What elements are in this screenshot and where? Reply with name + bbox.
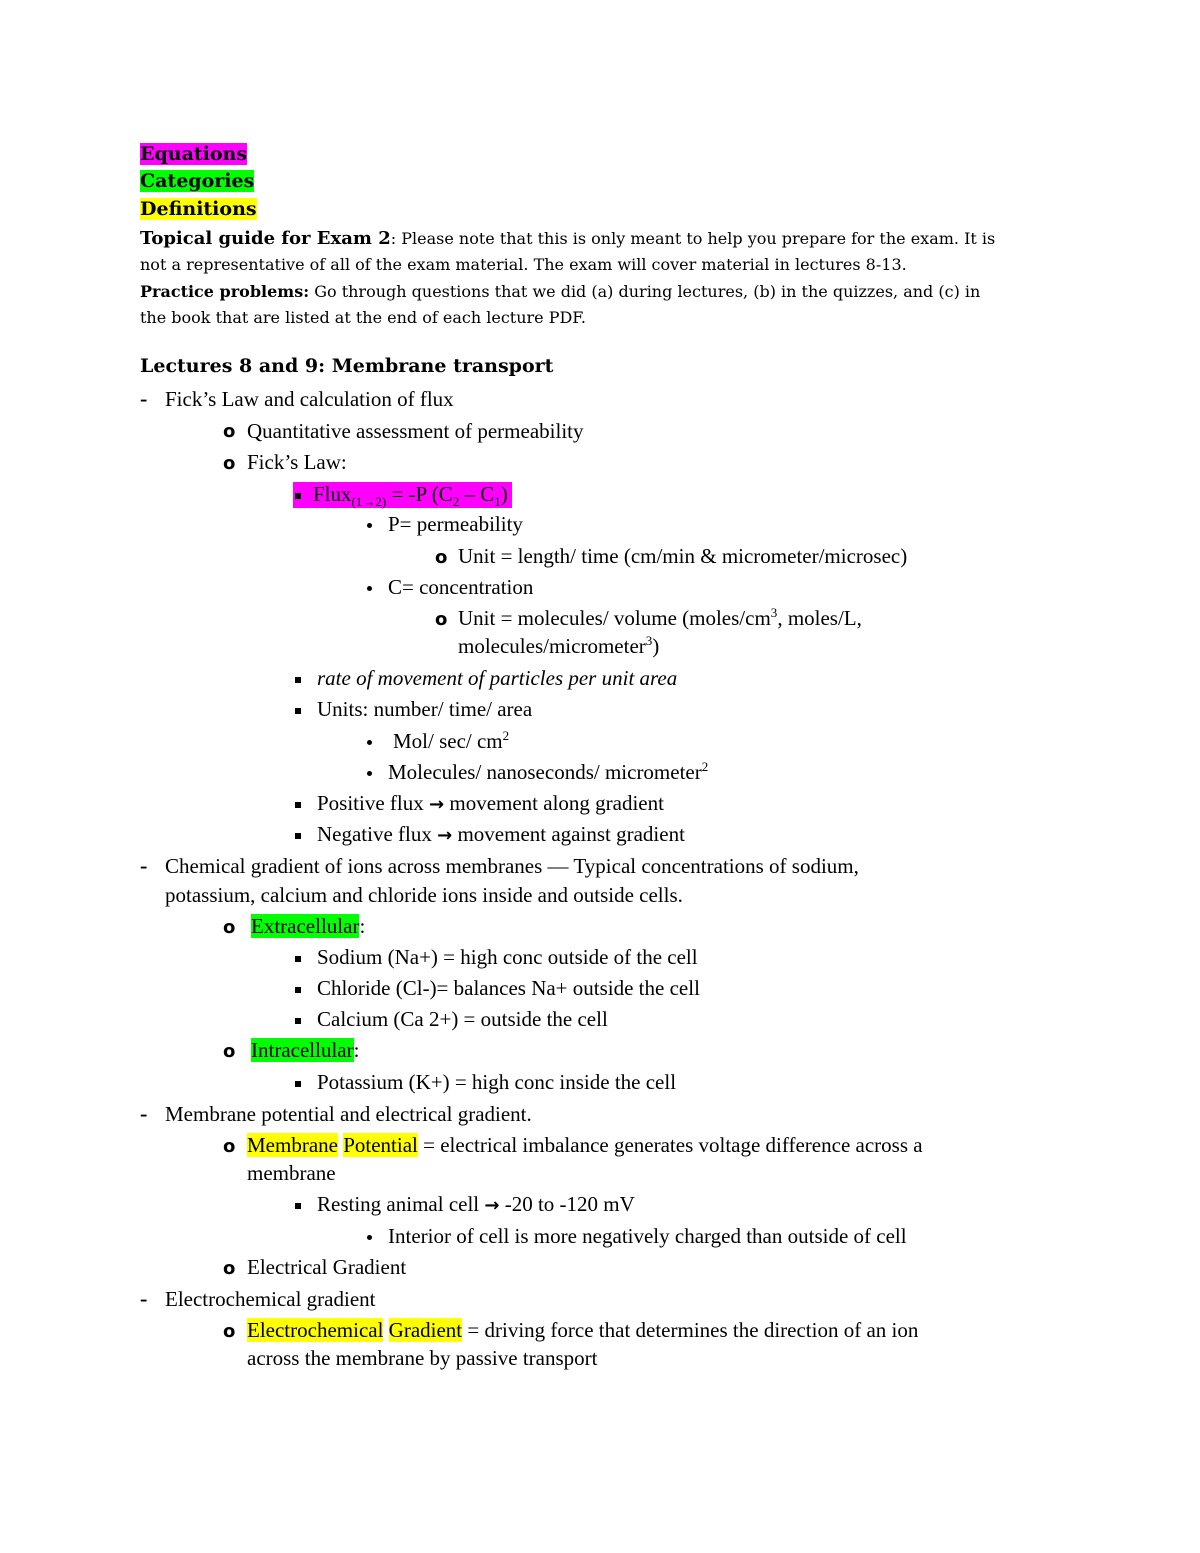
rate-definition: rate of movement of particles per unit area: [317, 666, 678, 690]
right-arrow-icon: →: [484, 1195, 500, 1216]
units-label: Units: number/ time/ area: [317, 697, 533, 721]
right-arrow-icon: →: [429, 794, 445, 815]
units-mol: Mol/ sec/ $cm^2$: [393, 728, 510, 753]
dot-bullet-icon: [367, 771, 372, 776]
circle-bullet-icon: o: [223, 1258, 236, 1279]
c-definition: C= concentration: [388, 575, 534, 599]
potassium-line: Potassium (K+) = high conc inside the cell: [317, 1070, 677, 1094]
circle-bullet-icon: o: [223, 453, 236, 474]
square-bullet-icon: [295, 677, 301, 683]
ficks-equation: Flux$_{(1\to 2)}$ = -P $(C_2 - C_1)$: [293, 482, 512, 508]
dot-bullet-icon: [367, 523, 372, 528]
square-bullet-icon: [295, 833, 301, 839]
resting-cell: Resting animal cell → -20 to -120 mV: [317, 1192, 635, 1216]
intro-guide-line-2: not a representative of all of the exam material. The exam will cover material in lectures 8-13.: [140, 255, 907, 274]
interior-line: Interior of cell is more negatively charged than outside of cell: [388, 1224, 907, 1248]
legend-equations: Equations: [140, 143, 248, 165]
electrical-gradient: Electrical Gradient: [247, 1255, 407, 1279]
intro-practice-line-2: the book that are listed at the end of each lecture PDF.: [140, 308, 586, 327]
legend-definitions: Definitions: [140, 198, 257, 220]
dash-bullet: -: [140, 853, 148, 878]
circle-bullet-icon: o: [223, 1136, 236, 1157]
electrochem-line-1: Electrochemical Gradient = driving force that determines the direction of an ion: [247, 1318, 919, 1342]
square-bullet-icon: [295, 956, 301, 962]
c-unit-line-1: Unit = molecules/ volume ($moles/cm^3$, moles/L,: [458, 605, 862, 630]
membrane-potential-line-2: membrane: [247, 1161, 336, 1185]
c-unit-line-2: molecules/micrometer$^3$): [458, 633, 660, 658]
ficks-heading: Fick’s Law and calculation of flux: [165, 387, 454, 411]
p-definition: P= permeability: [388, 512, 523, 536]
dot-bullet-icon: [367, 586, 372, 591]
circle-bullet-icon: o: [223, 1041, 236, 1062]
chloride-line: Chloride (Cl-)= balances Na+ outside the cell: [317, 976, 700, 1000]
guide-label: Topical guide for Exam 2: [140, 228, 391, 249]
circle-bullet-icon: o: [223, 1321, 236, 1342]
circle-bullet-icon: o: [223, 421, 236, 442]
membrane-potential-line-1: Membrane Potential = electrical imbalance generates voltage difference across a: [247, 1133, 923, 1157]
square-bullet-icon: [295, 1018, 301, 1024]
intro-guide-line-1: Topical guide for Exam 2: Please note that this is only meant to help you prepare for the exam. It is: [140, 228, 996, 249]
units-molecules: Molecules/ nanoseconds/ micrometer$^2$: [388, 759, 709, 784]
section-title: Lectures 8 and 9: Membrane transport: [140, 355, 554, 377]
dash-bullet: -: [140, 386, 148, 411]
practice-label: Practice problems:: [140, 282, 310, 301]
square-bullet-icon: [295, 1203, 301, 1209]
chem-heading-line-1: Chemical gradient of ions across membranes — Typical concentrations of sodium,: [165, 854, 859, 878]
dot-bullet-icon: [367, 740, 372, 745]
dash-bullet: -: [140, 1101, 148, 1126]
circle-bullet-icon: o: [435, 547, 448, 568]
square-bullet-icon: [295, 493, 301, 499]
negative-flux: Negative flux → movement against gradient: [317, 822, 685, 846]
sodium-line: Sodium (Na+) = high conc outside of the cell: [317, 945, 698, 969]
p-unit: Unit = length/ time (cm/min & micrometer/microsec): [458, 544, 908, 568]
extracellular-label: Extracellular:: [251, 914, 366, 938]
membrane-heading: Membrane potential and electrical gradient.: [165, 1102, 532, 1126]
ficks-quantitative: Quantitative assessment of permeability: [247, 419, 584, 443]
intro-practice-line-1: Practice problems: Go through questions that we did (a) during lectures, (b) in the quizzes, and (c) in: [140, 282, 981, 301]
intracellular-label: Intracellular:: [251, 1038, 360, 1062]
square-bullet-icon: [295, 1081, 301, 1087]
circle-bullet-icon: o: [223, 917, 236, 938]
positive-flux: Positive flux → movement along gradient: [317, 791, 664, 815]
dot-bullet-icon: [367, 1235, 372, 1240]
legend-categories: Categories: [140, 170, 255, 192]
circle-bullet-icon: o: [435, 609, 448, 630]
chem-heading-line-2: potassium, calcium and chloride ions inside and outside cells.: [165, 883, 683, 907]
electrochem-line-2: across the membrane by passive transport: [247, 1346, 598, 1370]
square-bullet-icon: [295, 708, 301, 714]
right-arrow-icon: →: [437, 825, 453, 846]
square-bullet-icon: [295, 802, 301, 808]
dash-bullet: -: [140, 1286, 148, 1311]
calcium-line: Calcium (Ca 2+) = outside the cell: [317, 1007, 608, 1031]
square-bullet-icon: [295, 987, 301, 993]
ficks-law-label: Fick’s Law:: [247, 450, 347, 474]
electrochem-heading: Electrochemical gradient: [165, 1287, 376, 1311]
